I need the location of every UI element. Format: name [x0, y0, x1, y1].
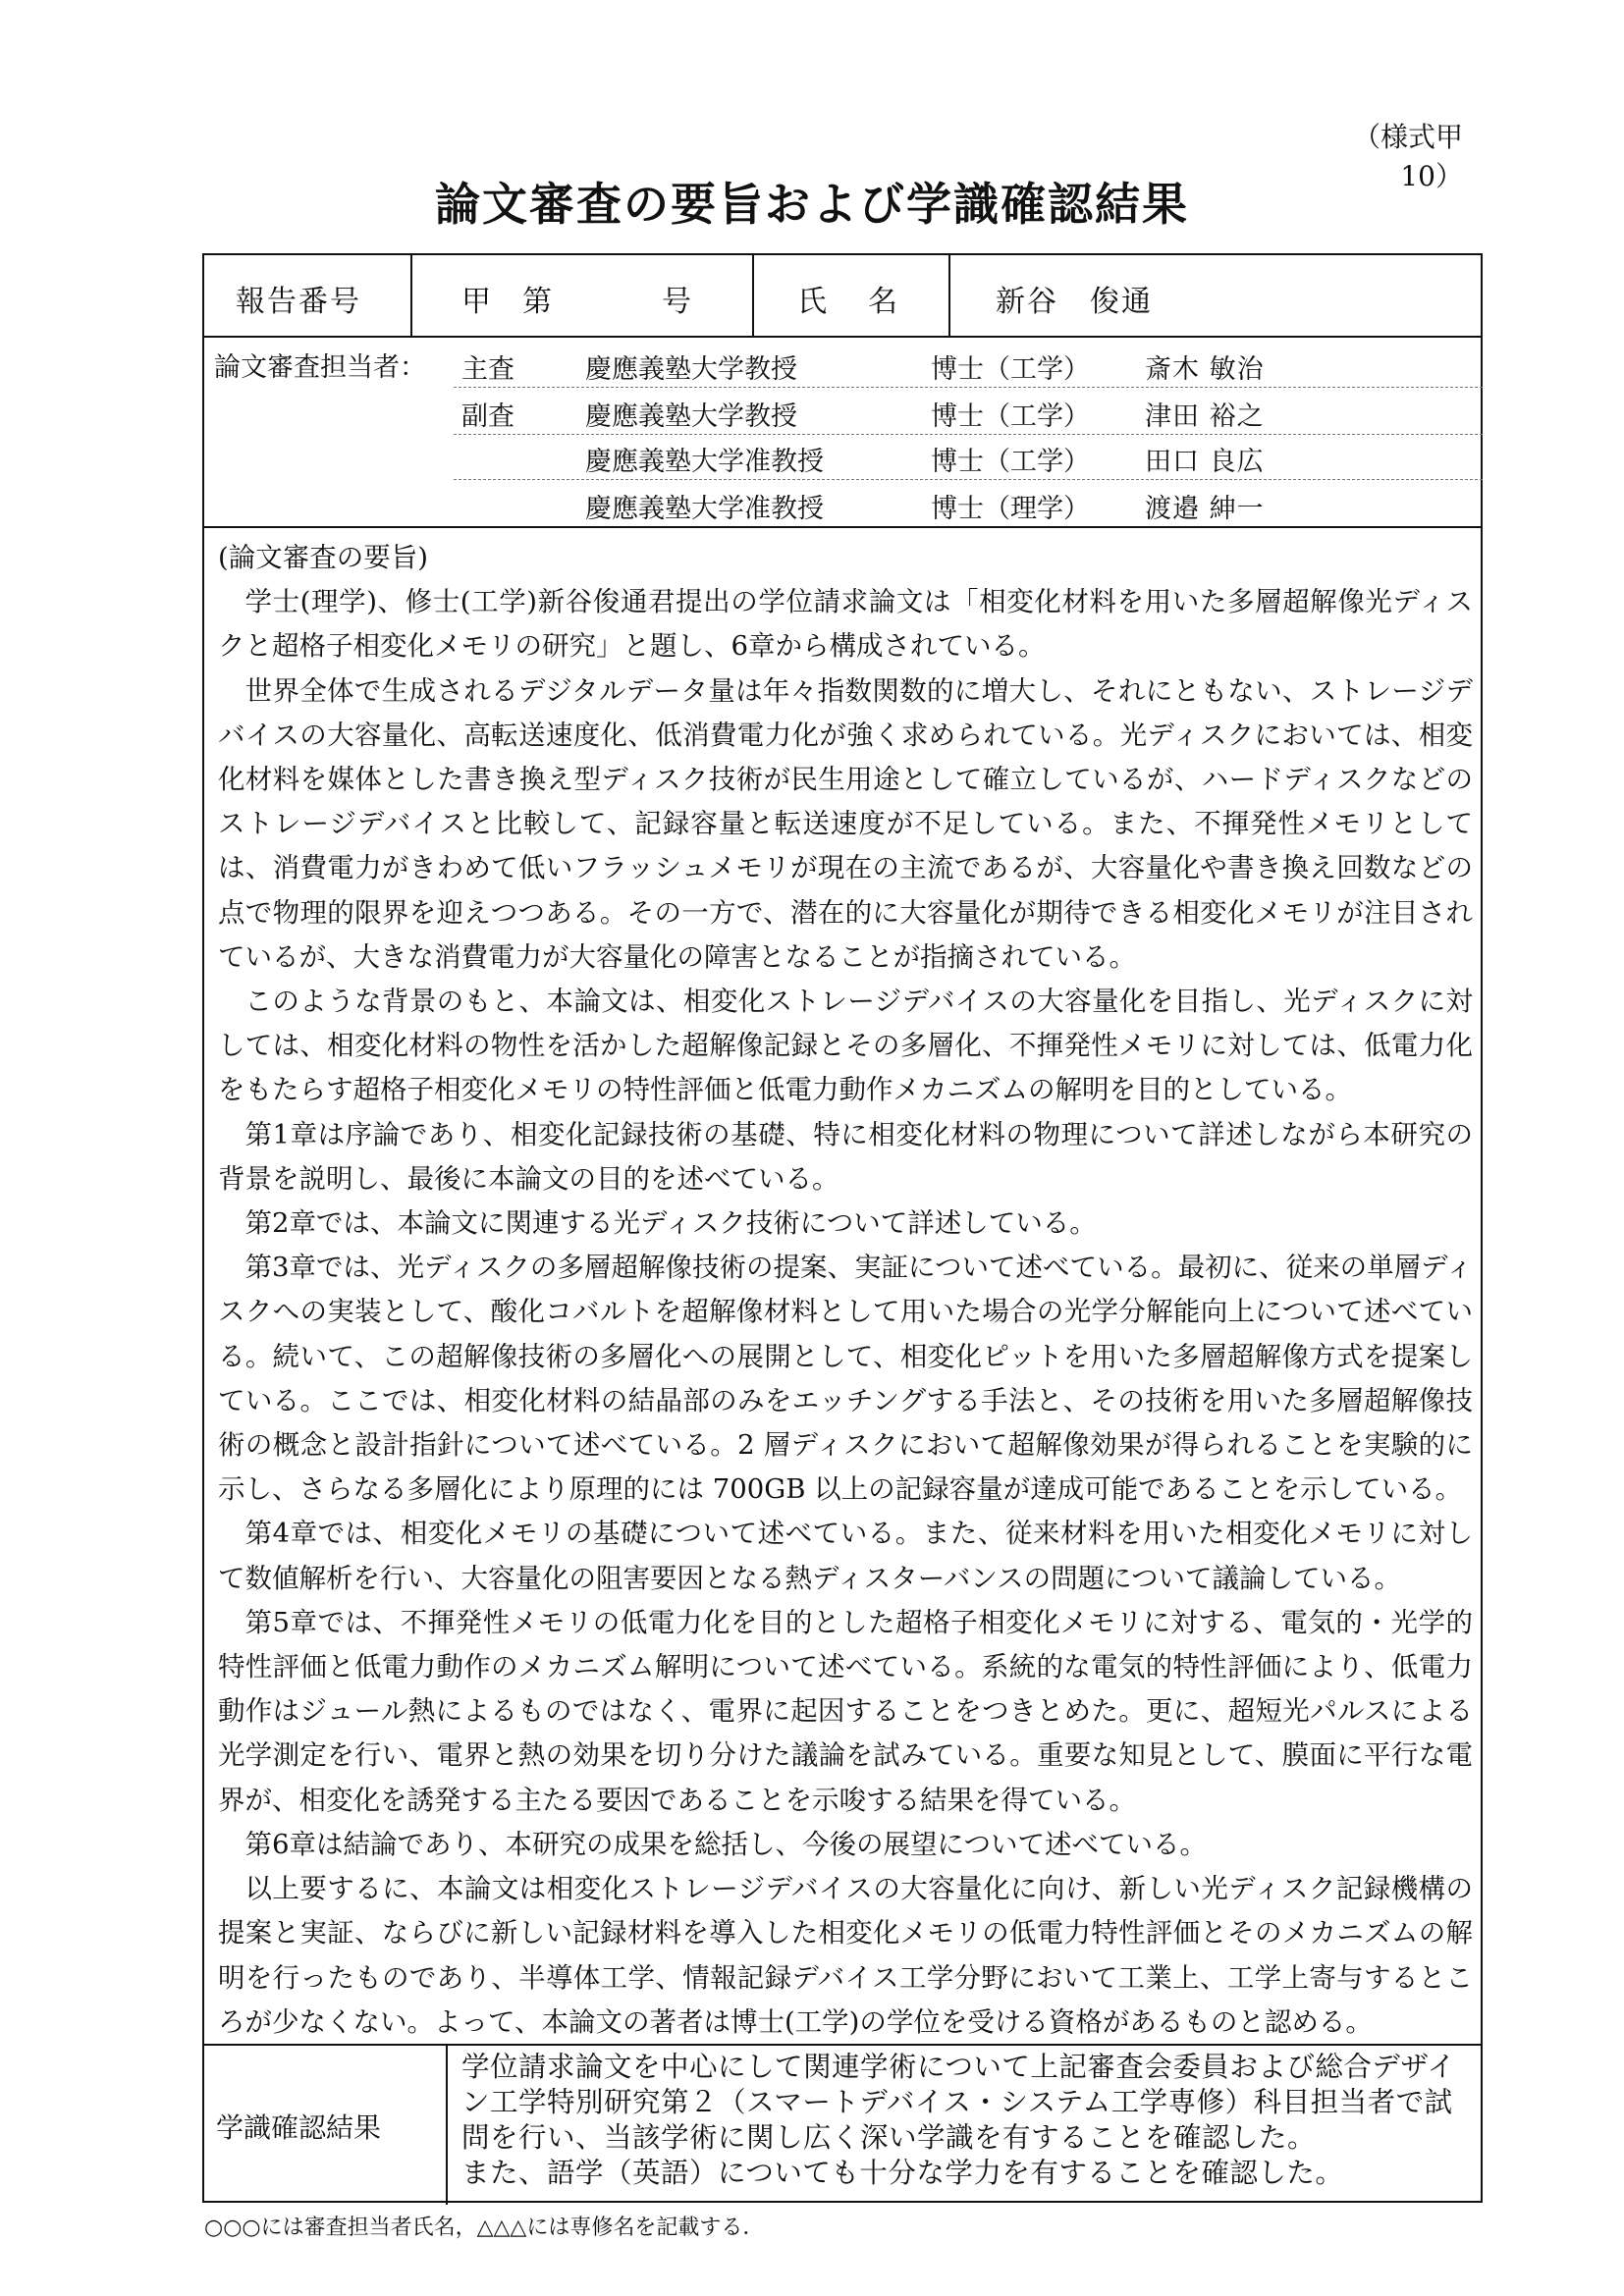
- footnote: ○○○には審査担当者氏名，△△△には専修名を記載する．: [204, 2216, 765, 2240]
- summary-paragraph: 世界全体で生成されるデジタルデータ量は年々指数関数的に増大し、それにともない、ストレージデバイスの大容量化、高転送速度化、低消費電力化が強く求められている。光ディスクにおいては、相変化材料を媒体とした書き換え型ディスク技術が民生用途として確立しているが、ハードディスクなどのストレージデバイスと比較して、記録容量と転送速度が不足している。また、不揮発性メモリとしては、消費電力がきわめて低いフラッシュメモリが現在の主流であるが、大容量化や書き換え回数などの点で物理的限界を迎えつつある。その一方で、潜在的に大容量化が期待できる相変化メモリが注目されているが、大きな消費電力が大容量化の障害となることが指摘されている。: [218, 674, 1473, 973]
- review-form: [202, 253, 1483, 2203]
- row-divider: [454, 387, 1483, 388]
- summary-paragraph: 第5章では、不揮発性メモリの低電力化を目的とした超格子相変化メモリに対する、電気的・光学的特性評価と低電力動作のメカニズム解明について述べている。系統的な電気的特性評価により、低電力動作はジュール熱によるものではなく、電界に起因することをつきとめた。更に、超短光パルスによる光学測定を行い、電界と熱の効果を切り分けた議論を試みている。重要な知見として、膜面に平行な電界が、相変化を誘発する主たる要因であることを示唆する結果を得ている。: [218, 1606, 1473, 1816]
- examiner-degree: 博士（理学）: [931, 494, 1090, 524]
- examiner-name: 斎木 敏治: [1145, 354, 1265, 385]
- divider: [204, 336, 1481, 338]
- report-number-mid: 第: [522, 285, 552, 319]
- form-code: （様式甲 10）: [1352, 121, 1463, 192]
- divider: [948, 255, 950, 336]
- divider: [204, 2044, 1481, 2046]
- result-line: また、語学（英語）についても十分な学力を有することを確認した。: [461, 2157, 1344, 2189]
- examiner-role: 副査: [461, 401, 514, 432]
- row-divider: [454, 479, 1483, 480]
- divider: [752, 255, 754, 336]
- result-label: 学識確認結果: [216, 2111, 382, 2144]
- summary-paragraph: 第4章では、相変化メモリの基礎について述べている。また、従来材料を用いた相変化メモリに対して数値解析を行い、大容量化の阻害要因となる熱ディスターバンスの問題について議論している。: [218, 1518, 1473, 1594]
- summary-paragraph: 第2章では、本論文に関連する光ディスク技術について詳述している。: [244, 1207, 1097, 1240]
- examiner-affiliation: 慶應義塾大学教授: [585, 354, 797, 385]
- result-text: [461, 2050, 1473, 2191]
- summary-paragraph: このような背景のもと、本論文は、相変化ストレージデバイスの大容量化を目指し、光ディスクに対しては、相変化材料の物性を活かした超解像記録とその多層化、不揮発性メモリに対しては、低電力化をもたらす超格子相変化メモリの特性評価と低電力動作メカニズムの解明を目的としている。: [218, 986, 1473, 1106]
- divider: [446, 2044, 448, 2205]
- examiner-degree: 博士（工学）: [931, 401, 1090, 432]
- examiner-name: 田口 良広: [1145, 447, 1265, 477]
- examiner-role: 主査: [461, 354, 514, 385]
- report-number-suffix: 号: [662, 285, 691, 319]
- report-number-prefix: 甲: [461, 285, 491, 319]
- name-label: 氏 名: [797, 285, 903, 319]
- summary-paragraph: 第3章では、光ディスクの多層超解像技術の提案、実証について述べている。最初に、従来の単層ディスクへの実装として、酸化コバルトを超解像材料として用いた場合の光学分解能向上について述べている。続いて、この超解像技術の多層化への展開として、相変化ピットを用いた多層超解像方式を提案している。ここでは、相変化材料の結晶部のみをエッチングする手法と、その技術を用いた多層超解像技術の概念と設計指針について述べている。2 層ディスクにおいて超解像効果が得られることを実験的に示し、さらなる多層化により原理的には 700GB 以上の記録容量が達成可能であることを示している。: [218, 1252, 1473, 1506]
- examiner-affiliation: 慶應義塾大学教授: [585, 401, 797, 432]
- examiner-name: 津田 裕之: [1145, 401, 1265, 432]
- examiner-degree: 博士（工学）: [931, 354, 1090, 385]
- examiner-degree: 博士（工学）: [931, 447, 1090, 477]
- candidate-name: 新谷 俊通: [996, 285, 1153, 319]
- summary-paragraph: 第1章は序論であり、相変化記録技術の基礎、特に相変化材料の物理について詳述しながら本研究の背景を説明し、最後に本論文の目的を述べている。: [218, 1118, 1473, 1195]
- result-line: 学位請求論文を中心にして関連学術について上記審査会委員および総合デザイン工学特別研究第２（スマートデバイス・システム工学専修）科目担当者で試問を行い、当該学術に関し広く深い学識を有することを確認した。: [461, 2051, 1456, 2154]
- examiner-affiliation: 慶應義塾大学准教授: [585, 447, 824, 477]
- summary-paragraph: 第6章は結論であり、本研究の成果を総括し、今後の展望について述べている。: [244, 1828, 1207, 1860]
- summary-paragraph: 以上要するに、本論文は相変化ストレージデバイスの大容量化に向け、新しい光ディスク記録機構の提案と実証、ならびに新しい記録材料を導入した相変化メモリの低電力特性評価とそのメカニズムの解明を行ったものであり、半導体工学、情報記録デバイス工学分野において工業上、工学上寄与するところが少なくない。よって、本論文の著者は博士(工学)の学位を受ける資格があるものと認める。: [218, 1873, 1473, 2038]
- review-summary: [218, 536, 1473, 2045]
- document-title: 論文審査の要旨および学識確認結果: [435, 178, 1189, 231]
- row-divider: [454, 434, 1483, 435]
- report-number-label: 報告番号: [236, 285, 361, 319]
- summary-paragraph: 学士(理学)、修士(工学)新谷俊通君提出の学位請求論文は「相変化材料を用いた多層超解像光ディスクと超格子相変化メモリの研究」と題し、6章から構成されている。: [218, 586, 1473, 663]
- summary-heading: (論文審査の要旨): [218, 542, 428, 573]
- examiners-label: 論文審査担当者：: [214, 352, 426, 383]
- examiner-name: 渡邉 紳一: [1145, 494, 1265, 524]
- divider: [204, 526, 1481, 528]
- divider: [410, 255, 412, 336]
- examiner-affiliation: 慶應義塾大学准教授: [585, 494, 824, 524]
